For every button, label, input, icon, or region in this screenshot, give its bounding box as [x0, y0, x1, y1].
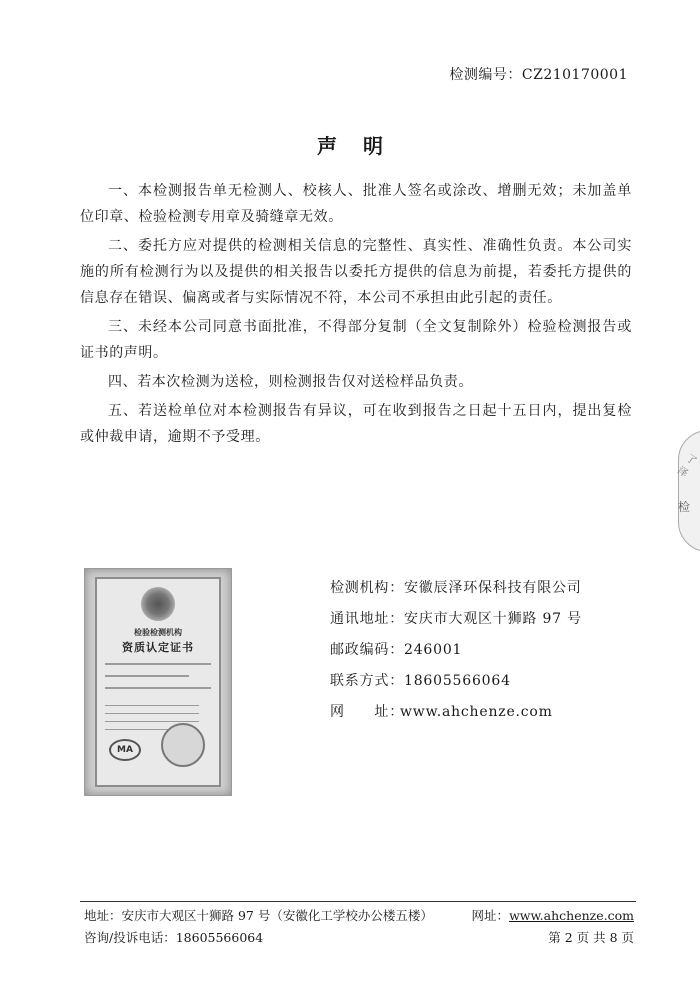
contact-institution: [330, 578, 582, 609]
phone-label: 联系方式：: [330, 673, 404, 689]
seam-seal-text: 了泽: [675, 452, 699, 480]
website-label: 网 址：: [330, 704, 404, 720]
website-value: www.ahchenze.com: [400, 704, 553, 720]
footer-website: [472, 905, 634, 927]
institution-value: 安徽辰泽环保科技有限公司: [404, 580, 582, 596]
footer-hotline: 咨询/投诉电话：18605566064: [84, 930, 264, 945]
seam-seal-text: 检: [678, 500, 691, 514]
footer-right: [472, 905, 634, 949]
certificate-seal-icon: [161, 723, 205, 767]
contact-website: [330, 702, 582, 733]
certificate-frame: [95, 577, 221, 787]
contact-postcode: [330, 640, 582, 671]
postcode-value: 246001: [404, 642, 463, 658]
certificate-text-line: [105, 721, 199, 722]
address-label: 通讯地址：: [330, 611, 404, 627]
certificate-title-line2: 资质认定证书: [122, 641, 194, 654]
footer-divider: [80, 901, 636, 902]
footer-address: 地址：安庆市大观区十狮路 97 号（安徽化工学校办公楼五楼）: [84, 908, 433, 923]
certificate-text-line: [105, 663, 211, 665]
contact-info: [330, 578, 582, 733]
clause-5: 五、若送检单位对本检测报告有异议，可在收到报告之日起十五日内，提出复检或仲裁申请，逾期不予受理。: [80, 403, 632, 445]
declaration-clauses: [80, 178, 632, 453]
report-number: 检测编号：CZ210170001: [449, 67, 628, 83]
certificate-text-line: [105, 713, 199, 714]
footer-website-link[interactable]: www.ahchenze.com: [509, 908, 634, 923]
institution-label: 检测机构：: [330, 580, 404, 596]
postcode-label: 邮政编码：: [330, 642, 404, 658]
page-number: 第 2 页 共 8 页: [548, 930, 634, 945]
contact-phone: [330, 671, 582, 702]
certificate-title-line1: 检验检测机构: [134, 627, 182, 637]
clause-3: 三、未经本公司同意书面批准，不得部分复制（全文复制除外）检验检测报告或证书的声明。: [80, 319, 632, 361]
certificate-text-line: [105, 687, 211, 689]
clause-1: 一、本检测报告单无检测人、校核人、批准人签名或涂改、增删无效；未加盖单位印章、检验检测专用章及骑缝章无效。: [80, 183, 632, 225]
cma-mark-icon: MA: [109, 739, 141, 761]
seam-seal-fragment: [678, 430, 700, 552]
footer-left: [84, 905, 433, 949]
phone-value: 18605566064: [404, 673, 511, 689]
national-emblem-icon: [141, 587, 175, 621]
certificate-text-line: [105, 705, 199, 706]
contact-address: [330, 609, 582, 640]
certificate-text-line: [105, 675, 189, 677]
page-title: 声明: [317, 134, 409, 158]
address-value: 安庆市大观区十狮路 97 号: [404, 611, 582, 627]
clause-2: 二、委托方应对提供的检测相关信息的完整性、真实性、准确性负责。本公司实施的所有检测行为以及提供的相关报告以委托方提供的信息为前提，若委托方提供的信息存在错误、偏离或者与实际情况不符，本公司不承担由此引起的责任。: [80, 238, 632, 306]
clause-4: 四、若本次检测为送检，则检测报告仅对送检样品负责。: [108, 374, 473, 390]
footer-website-label: 网址：: [471, 908, 510, 923]
qualification-certificate-image: [84, 568, 232, 796]
